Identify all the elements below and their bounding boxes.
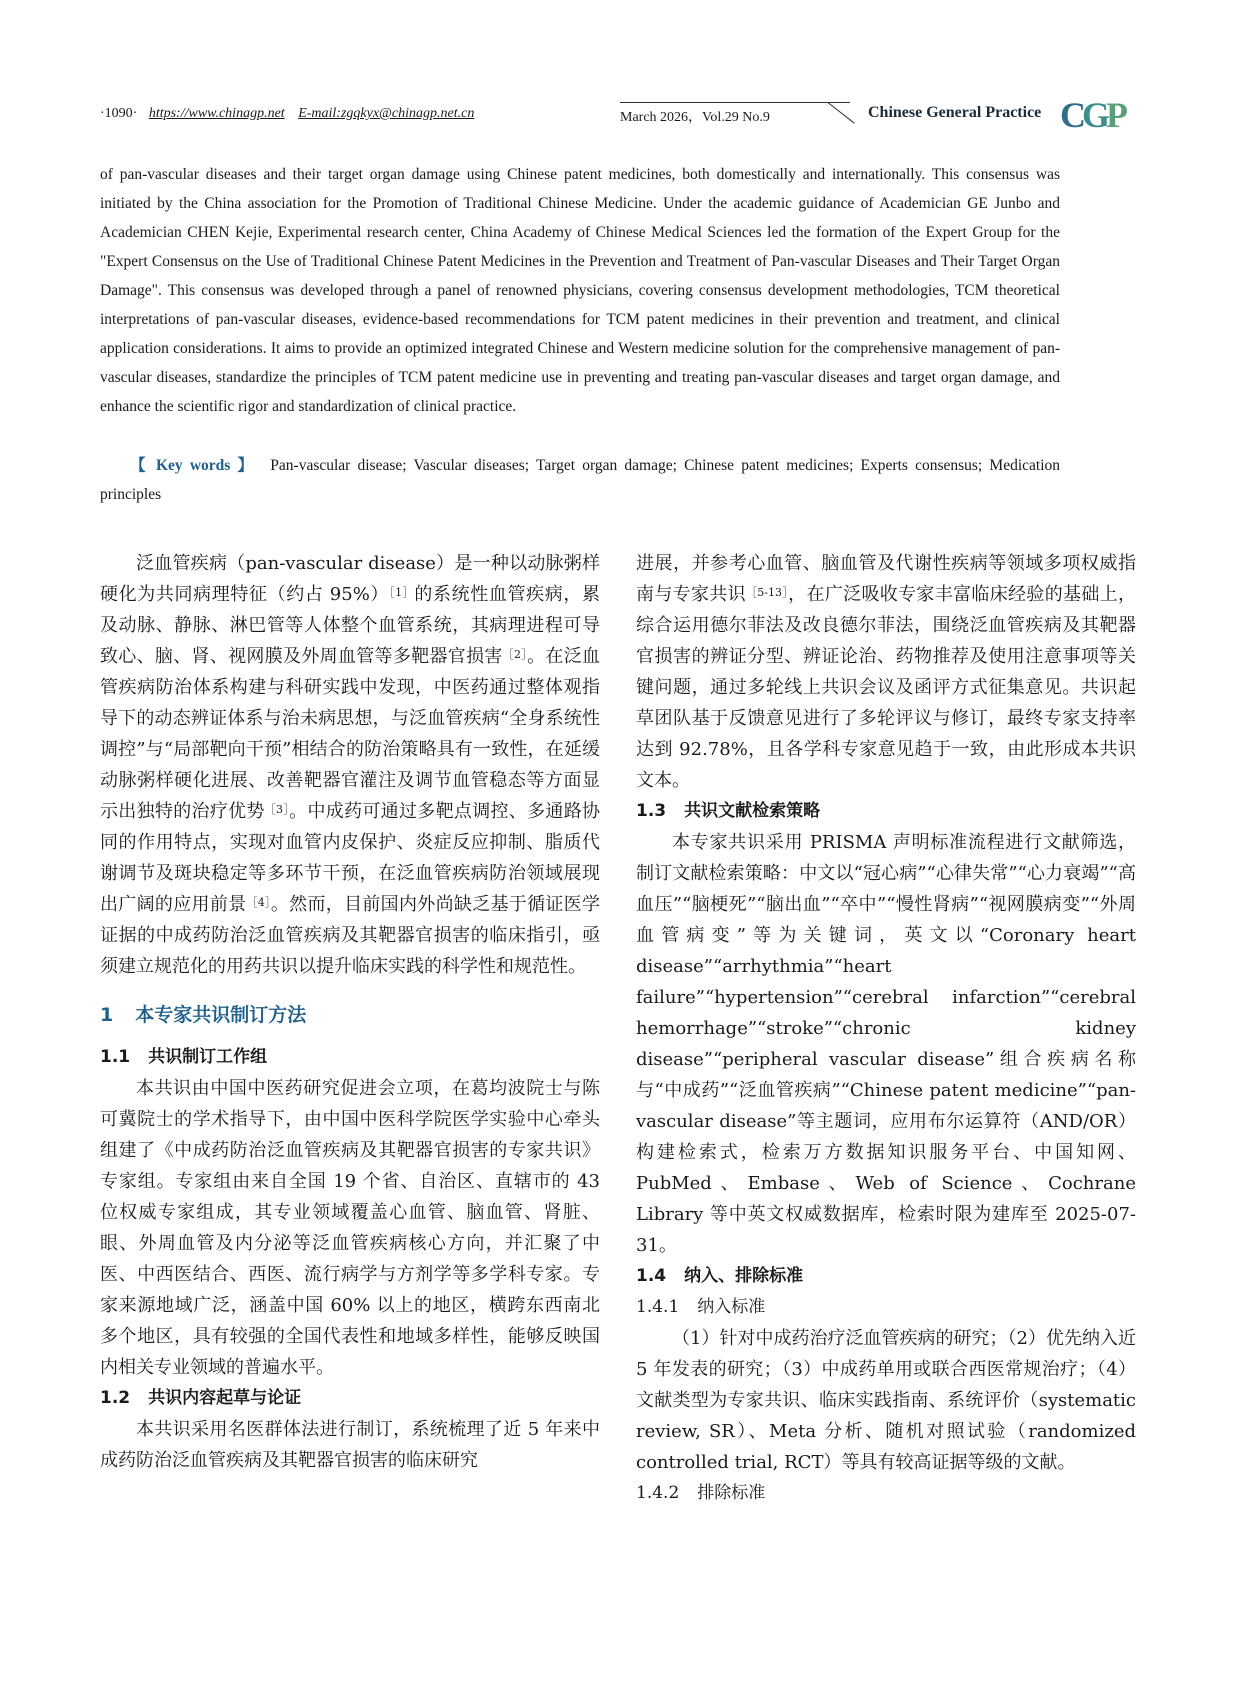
citation-1[interactable]: ［1］: [389, 586, 415, 599]
journal-email-link[interactable]: E-mail:zgqkyx@chinagp.net.cn: [298, 106, 475, 121]
section-1-3-heading: 1.3 共识文献检索策略: [636, 801, 821, 821]
section-1-1-heading: 1.1 共识制订工作组: [100, 1047, 268, 1067]
issue-info: March 2026，Vol.29 No.9: [620, 110, 770, 125]
right-column: [636, 548, 1136, 1509]
intro-paragraph: 泛血管疾病（pan-vascular disease）是一种以动脉粥样硬化为共同病理特征（约占 95%）$^{[1]}$的系统性血管疾病，累及动脉、静脉、淋巴管等人体整个血管系统，其病理进程可导致心、脑、肾、视网膜及外周血管等多靶器官损害$^{[2]}$。在泛血管疾病防治体系构建与科研实践中发现，中医药通过整体观指导下的动态辨证体系与治未病思想，与泛血管疾病“全身系统性调控”与“局部靶向干预”相结合的防治策略具有一致性，在延缓动脉粥样硬化进展、改善靶器官灌注及调节血管稳态等方面显示出独特的治疗优势$^{[3]}$。中成药可通过多靶点调控、多通路协同的作用特点，实现对血管内皮保护、炎症反应抑制、脂质代谢调节及斑块稳定等多环节干预，在泛血管疾病防治领域展现出广阔的应用前景$^{[4]}$。然而，目前国内外尚缺乏基于循证医学证据的中成药防治泛血管疾病及其靶器官损害的临床指引，亟须建立规范化的用药共识以提升临床实践的科学性和规范性。: [100, 553, 601, 977]
journal-url-link[interactable]: https://www.chinagp.net: [148, 106, 285, 121]
journal-title: Chinese General Practice: [868, 104, 1042, 121]
section-1-2-paragraph: 本共识采用名医群体法进行制订，系统梳理了近 5 年来中成药防治泛血管疾病及其靶器官损害的临床研究: [100, 1419, 600, 1471]
abstract-text: of pan-vascular diseases and their target organ damage using Chinese patent medicines, both domestically and internationally. This consensus was initiated by the China association for the Promotion of Traditional Chinese Medicine. Under the academic guidance of Academician GE Junbo and Academician CHEN Kejie, Experimental research center, China Academy of Chinese Medical Sciences led the formation of the Expert Group for the "Expert Consensus on the Use of Traditional Chinese Patent Medicines in the Prevention and Treatment of Pan-vascular Diseases and Their Target Organ Damage". This consensus was developed through a panel of renowned physicians, covering consensus development methodologies, TCM theoretical interpretations of pan-vascular diseases, evidence-based recommendations for TCM patent medicines in their prevention and treatment, and clinical application considerations. It aims to provide an optimized integrated Chinese and Western medicine solution for the comprehensive management of pan-vascular diseases, standardize the principles of TCM patent medicine use in preventing and treating pan-vascular diseases and target organ damage, and enhance the scientific rigor and standardization of clinical practice.: [100, 166, 1060, 415]
section-1-3-paragraph: 本专家共识采用 PRISMA 声明标准流程进行文献筛选，制订文献检索策略：中文以“冠心病”“心律失常”“心力衰竭”“高血压”“脑梗死”“脑出血”“卒中”“慢性肾病”“视网膜病变”“外周血管病变”等为关键词，英文以“Coronary heart disease”“arrhythmia”“heart failure”“hypertension”“cerebral infarction”“cerebral hemorrhage”“stroke”“chronic kidney disease”“peripheral vascular disease”组合疾病名称与“中成药”“泛血管疾病”“Chinese patent medicine”“pan-vascular disease”等主题词，应用布尔运算符（AND/OR）构建检索式，检索万方数据知识服务平台、中国知网、PubMed、Embase、Web of Science、Cochrane Library 等中英文权威数据库，检索时限为建库至 2025-07-31。: [636, 832, 1136, 1256]
section-1-4-heading: 1.4 纳入、排除标准: [636, 1266, 804, 1286]
citation-5-13[interactable]: ［5-13］: [745, 586, 789, 599]
header-left: [100, 106, 474, 122]
citation-2[interactable]: ［2］: [502, 648, 528, 661]
left-column: [100, 548, 600, 1476]
citation-3[interactable]: ［3］: [264, 803, 290, 816]
section-1-2-paragraph-continued: 进展，并参考心血管、脑血管及代谢性疾病等领域多项权威指南与专家共识$^{[5-13]}$，在广泛吸收专家丰富临床经验的基础上，综合运用德尔菲法及改良德尔菲法，围绕泛血管疾病及其靶器官损害的辨证分型、辨证论治、药物推荐及使用注意事项等关键问题，通过多轮线上共识会议及函评方式征集意见。共识起草团队基于反馈意见进行了多轮评议与修订，最终专家支持率达到 92.78%，且各学科专家意见趋于一致，由此形成本共识文本。: [636, 553, 1137, 791]
citation-4[interactable]: ［4］: [246, 896, 271, 909]
section-1-4-1-heading: 1.4.1 纳入标准: [636, 1297, 766, 1317]
keywords: [100, 451, 1060, 509]
keywords-text: Pan-vascular disease; Vascular diseases; Target organ damage; Chinese patent medicines; Experts consensus; Medication principles: [100, 457, 1061, 503]
journal-logo: CGP: [1060, 95, 1125, 135]
header-rule: [620, 102, 850, 103]
section-1-2-heading: 1.2 共识内容起草与论证: [100, 1388, 302, 1408]
abstract-continuation: [100, 160, 1060, 421]
running-header: [100, 96, 1150, 136]
keywords-label: 【 Key words 】: [130, 457, 257, 474]
section-1-4-1-paragraph: （1）针对中成药治疗泛血管疾病的研究；（2）优先纳入近 5 年发表的研究；（3）中成药单用或联合西医常规治疗；（4）文献类型为专家共识、临床实践指南、系统评价（systematic review, SR）、Meta 分析、随机对照试验（randomized controlled trial, RCT）等具有较高证据等级的文献。: [636, 1328, 1136, 1473]
section-1-4-2-heading: 1.4.2 排除标准: [636, 1483, 766, 1503]
page-number: ·1090·: [100, 106, 138, 121]
section-1-1-paragraph: 本共识由中国中医药研究促进会立项，在葛均波院士与陈可冀院士的学术指导下，由中国中医科学院医学实验中心牵头组建了《中成药防治泛血管疾病及其靶器官损害的专家共识》专家组。专家组由来自全国 19 个省、自治区、直辖市的 43 位权威专家组成，其专业领域覆盖心血管、脑血管、肾脏、眼、外周血管及内分泌等泛血管疾病核心方向，并汇聚了中医、中西医结合、西医、流行病学与方剂学等多学科专家。专家来源地域广泛，涵盖中国 60% 以上的地区，横跨东西南北多个地区，具有较强的全国代表性和地域多样性，能够反映国内相关专业领域的普遍水平。: [100, 1078, 600, 1378]
header-slash: [827, 102, 854, 124]
section-1-heading: 1 本专家共识制订方法: [100, 1004, 307, 1026]
